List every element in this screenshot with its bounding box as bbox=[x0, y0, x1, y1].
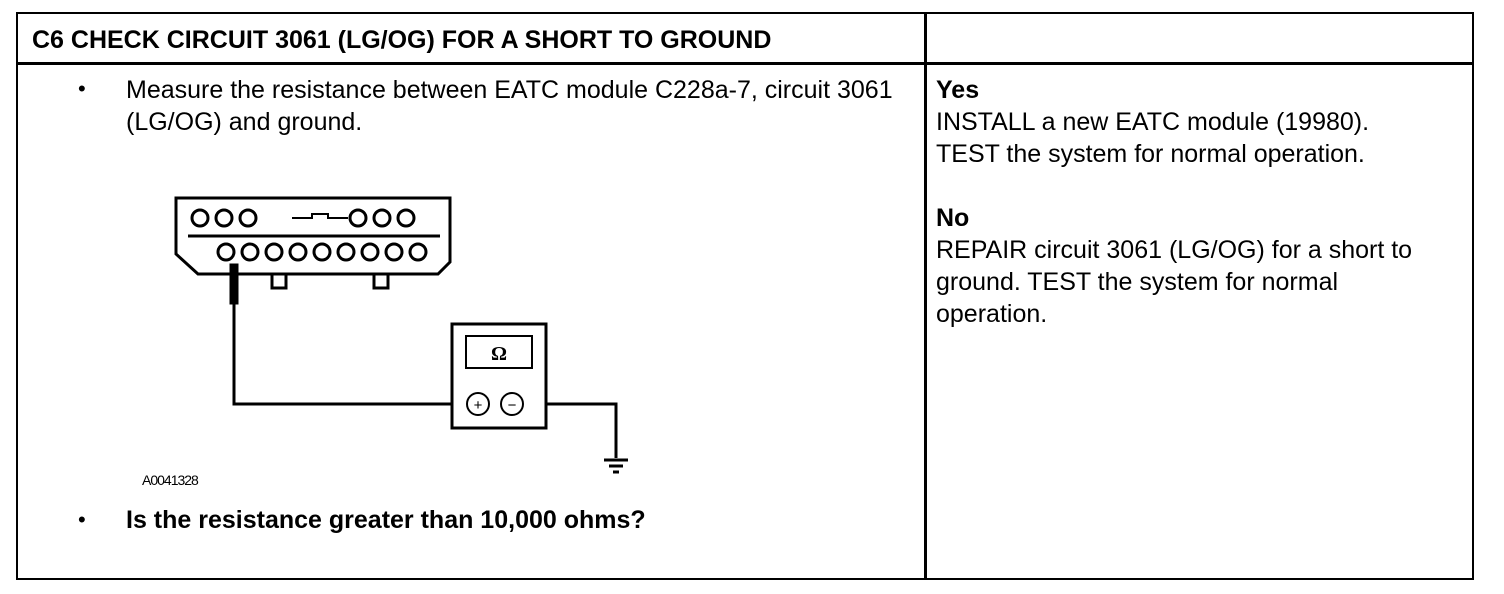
plus-terminal-label: + bbox=[473, 397, 483, 414]
yes-label: Yes bbox=[936, 76, 980, 104]
step-instruction: Measure the resistance between EATC module C228a-7, circuit 3061 (LG/OG) and ground. bbox=[126, 76, 893, 136]
no-label: No bbox=[936, 204, 970, 232]
figure-id: A0041328 bbox=[142, 472, 198, 488]
column-divider bbox=[924, 14, 927, 578]
bullet-icon: • bbox=[78, 76, 86, 101]
result-yes bbox=[936, 74, 1476, 170]
test-lead-icon bbox=[230, 264, 616, 458]
no-action-line: REPAIR circuit 3061 (LG/OG) for a short to bbox=[936, 236, 1413, 264]
no-action-line: operation. bbox=[936, 300, 1048, 328]
result-no bbox=[936, 202, 1476, 330]
connector-icon bbox=[176, 198, 450, 288]
bullet-icon: • bbox=[78, 507, 86, 532]
header-divider bbox=[18, 62, 1472, 65]
yes-action-line: INSTALL a new EATC module (19980). bbox=[936, 108, 1370, 136]
step-title: C6 CHECK CIRCUIT 3061 (LG/OG) FOR A SHORT TO GROUND bbox=[32, 26, 772, 54]
ground-icon bbox=[604, 460, 628, 472]
ohmmeter-icon bbox=[452, 324, 546, 428]
step-question: Is the resistance greater than 10,000 ohms? bbox=[126, 506, 646, 534]
yes-action-line: TEST the system for normal operation. bbox=[936, 140, 1365, 168]
connector-diagram bbox=[168, 194, 517, 489]
minus-terminal-label: − bbox=[507, 397, 517, 414]
no-action-line: ground. TEST the system for normal bbox=[936, 268, 1339, 296]
ohm-symbol: Ω bbox=[490, 343, 508, 365]
diagnostic-table bbox=[16, 12, 1474, 580]
